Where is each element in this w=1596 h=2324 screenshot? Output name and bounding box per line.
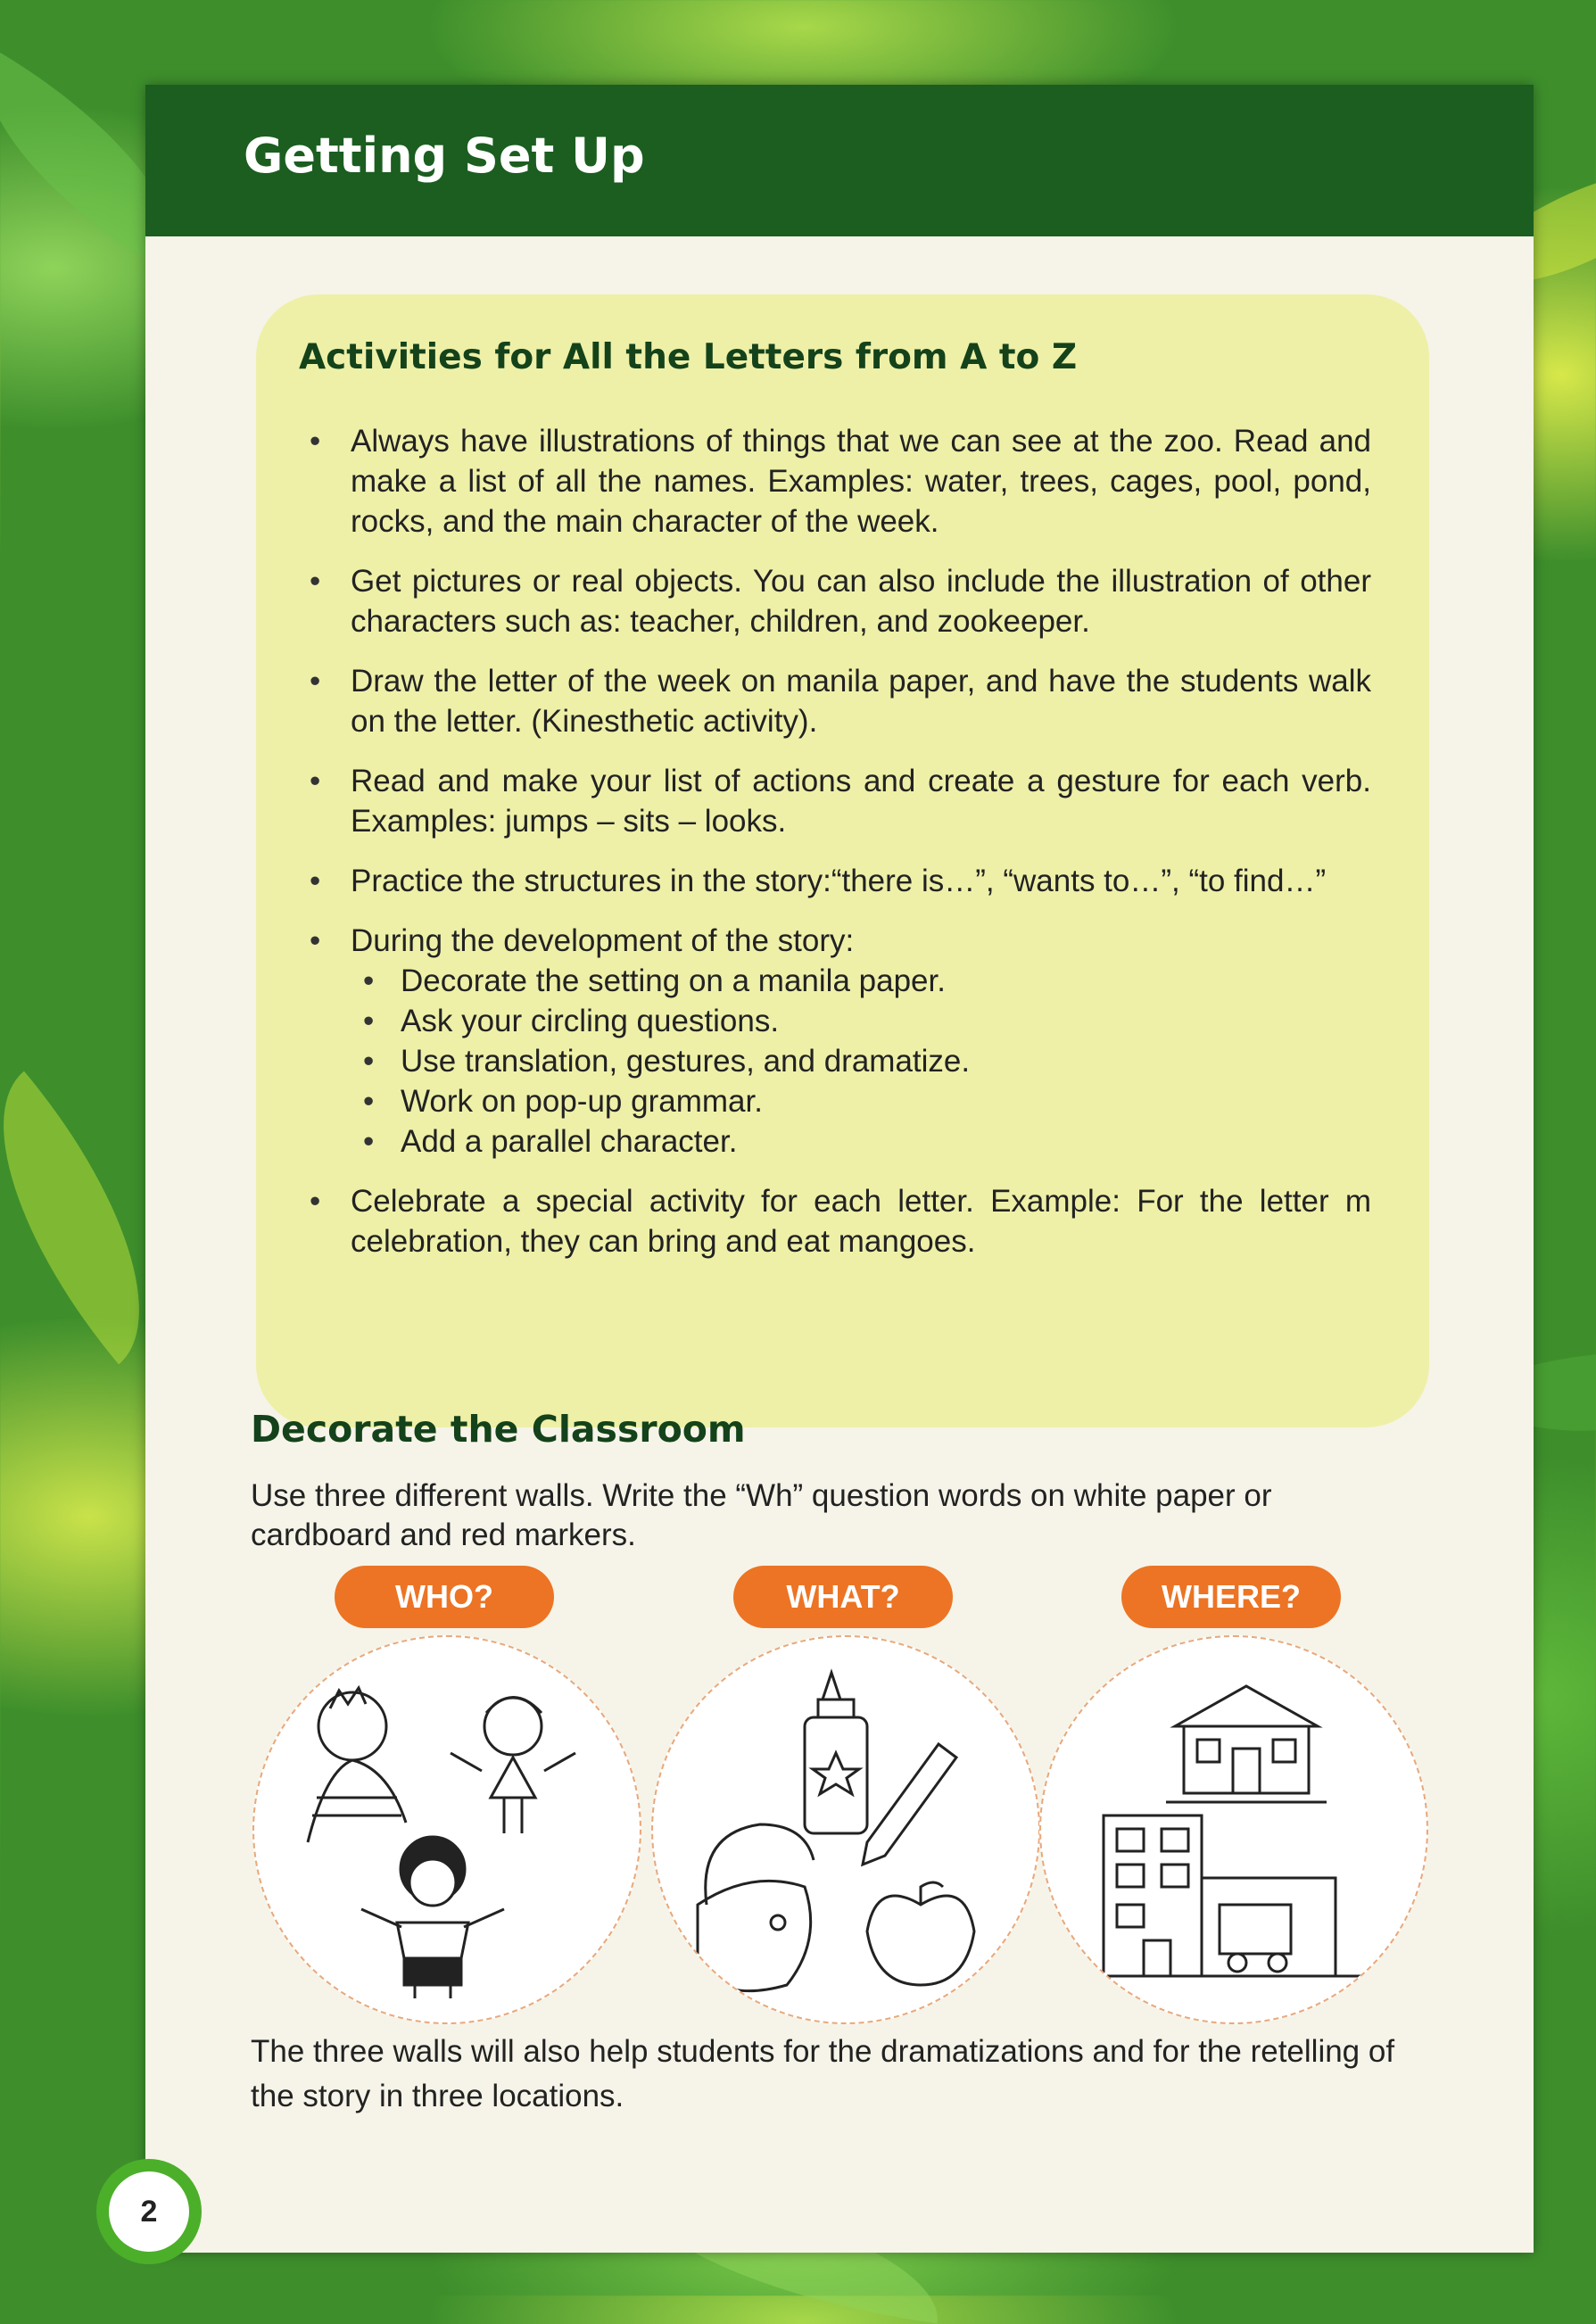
buildings-icon — [1041, 1637, 1426, 2022]
decorate-heading: Decorate the Classroom — [251, 1408, 746, 1451]
page-number: 2 — [109, 2171, 189, 2252]
what-panel — [651, 1566, 1044, 2030]
sub-list-item: • Ask your circling questions. — [351, 1001, 1371, 1041]
sub-list-item: • Work on pop-up grammar. — [351, 1081, 1371, 1121]
list-item: • Practice the structures in the story:“there is…”, “wants to…”, “to find…” — [310, 861, 1371, 901]
who-illustration — [252, 1635, 641, 2024]
list-item-label: During the development of the story: — [351, 923, 855, 958]
who-panel — [252, 1566, 645, 2030]
sub-list-item: • Decorate the setting on a manila paper. — [351, 961, 1371, 1001]
story-sub-list — [351, 961, 1371, 1162]
header-band — [145, 85, 1534, 236]
school-supplies-icon — [653, 1637, 1038, 2022]
people-icon — [254, 1637, 640, 2022]
what-label: WHAT? — [733, 1566, 953, 1628]
page-title: Getting Set Up — [244, 128, 645, 184]
list-item: • Celebrate a special activity for each letter. Example: For the letter m celebration, they can bring and eat mangoes. — [310, 1181, 1371, 1261]
decorate-intro: Use three different walls. Write the “Wh” question words on white paper or cardboard and red markers. — [251, 1478, 1272, 1552]
list-item: • Always have illustrations of things that we can see at the zoo. Read and make a list of all the names. Examples: water, trees, cages, pool, pond, rocks, and the main character of the week. — [310, 421, 1371, 542]
document-page — [145, 85, 1534, 2253]
where-panel — [1039, 1566, 1432, 2030]
decorate-closing: The three walls will also help students for the dramatizations and for the retelling of the story in three locations. — [251, 2034, 1395, 2113]
activities-heading: Activities for All the Letters from A to Z — [299, 337, 1078, 377]
who-label: WHO? — [335, 1566, 554, 1628]
list-item: • Read and make your list of actions and create a gesture for each verb. Examples: jumps – sits – looks. — [310, 761, 1371, 841]
where-illustration — [1039, 1635, 1428, 2024]
list-item-story-development — [310, 921, 1371, 1162]
list-item: • Get pictures or real objects. You can also include the illustration of other characters such as: teacher, children, and zookeeper. — [310, 561, 1371, 641]
what-illustration — [651, 1635, 1040, 2024]
list-item: • Draw the letter of the week on manila paper, and have the students walk on the letter. (Kinesthetic activity). — [310, 661, 1371, 741]
sub-list-item: • Use translation, gestures, and dramatize. — [351, 1041, 1371, 1081]
sub-list-item: • Add a parallel character. — [351, 1121, 1371, 1162]
activities-list — [310, 421, 1371, 1281]
page-number-badge — [96, 2159, 202, 2264]
where-label: WHERE? — [1121, 1566, 1341, 1628]
activities-box — [256, 294, 1429, 1427]
